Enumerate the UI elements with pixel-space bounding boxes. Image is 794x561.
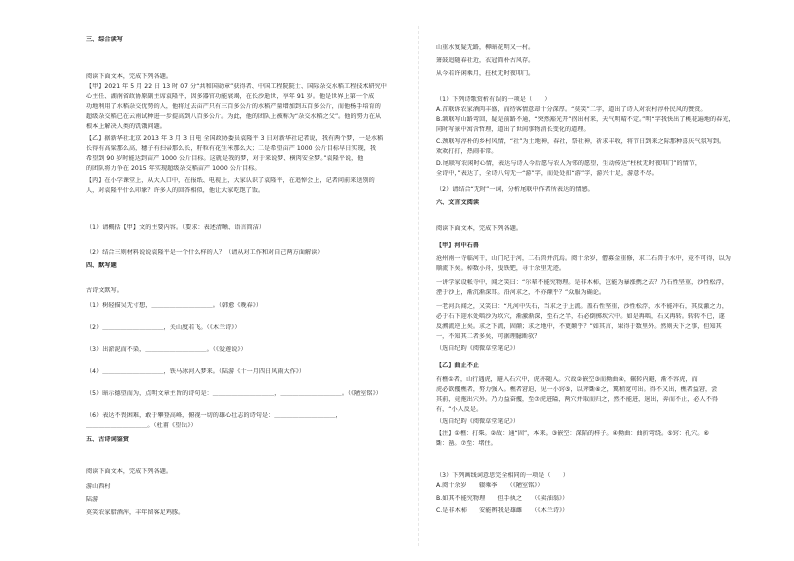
right-line-27: 其前，竟拖出穴外。乃力益奋攫，至⑦虎进隘，两穴并取而归之，然不能进，退出，奔而不止，必人不得 — [436, 396, 718, 403]
left-line-16: 古诗文默写。 — [86, 287, 123, 294]
right-line-15: 沧州南一寺临河干，山门圮于河，二石兽并沉焉。阅十余岁，僧募金重修，求二石兽于水中，竟不可得，以为 — [436, 255, 731, 262]
left-line-9: 希望到 90 岁时能达到亩产 1000 公斤目标。这就是我的梦，对于来说梦、横肉安全梦。”袁隆平说，他 — [86, 155, 364, 162]
left-line-1: 阅读下面文本，完成下列各题。 — [86, 73, 173, 80]
right-line-7: C.颈联写淳朴的乡村风情，“社”为土地神，春社，祭社神，祈求丰收，将节日到来之际那种喜庆气氛写到。 — [436, 138, 726, 145]
right-line-35: C.是非木柿 安能辨我是雄雌 （《木兰诗》） — [436, 507, 569, 514]
left-line-20: （4）＿＿＿＿＿＿＿＿＿＿，铁马冰河入梦来。（陆游《十一月四日风雨大作》） — [86, 368, 306, 375]
right-line-19: 一老河兵闻之，又笑曰：“凡河中失石，当求之于上流。盖石性坚重，沙性松浮，水不能冲石，其反激之力， — [436, 303, 728, 310]
right-line-8: 欢欢打打，热闹非常。 — [436, 148, 498, 155]
left-line-28: 莫笑农家腊酒浑，丰年留客足鸡豚。 — [86, 509, 185, 516]
left-line-26: 游山西村 — [86, 483, 111, 490]
right-line-21: 反溯流逆上矣。求之下流，固颠；求之地中，不更颠乎？”如其言，果得于数里外。然则天下之事，但知其 — [436, 323, 722, 330]
left-line-3: 心主任、湖南省政协原副主席袁隆平，因多器官功能衰竭，在长沙逝世，享年 91 岁。他是世界上第一个成 — [86, 93, 375, 100]
right-line-17: 一讲学家设帐寺中，闻之笑曰：“尔辈不能究物理。是非木柿，岂能为暴涨携之去？乃石性坚重，沙性松浮， — [436, 279, 728, 286]
right-line-6: 同时写景中寓含哲理，道出了世间事物消长变化的道理。 — [436, 126, 590, 133]
left-line-17: （1）树轻描吴无寸想，＿＿＿＿＿＿＿＿＿＿。（韩愈《晚春》） — [86, 302, 262, 309]
column-divider — [418, 26, 419, 546]
right-line-31: 斲：凿。⑦至：堵住。 — [436, 440, 497, 447]
right-line-33: A.阅十余岁 辍乘季 （《陋室铭》） — [436, 482, 544, 489]
left-line-27: 陆游 — [86, 496, 99, 503]
right-line-34: B.如其不能究物理 但手执之 （《卖油翁》） — [436, 495, 569, 502]
left-line-13: （1）请概括【甲】文的主要内容。（要求：表述清晰、语言简洁） — [86, 224, 266, 231]
left-line-15: 四、默写题 — [86, 262, 117, 269]
right-line-14: 【甲】河中石兽 — [436, 242, 480, 249]
right-line-30: 【注】①樵：打柴。②故：通“固”，本来。③嵌空：深陷的样子。④拗曲：曲折弯绕。⑤窍：孔穴。⑥ — [436, 430, 709, 437]
left-line-2: 【甲】2021 年 5 月 22 日 13 时 07 分“共和国勋章”获得者、中国工程院院士、国际杂交水稻工程技术研究中 — [86, 83, 387, 90]
left-line-22: （6）表达不畏困难，敢于攀登高峰，俯视一切的雄心壮志的诗句是：＿＿＿＿＿＿＿＿＿＿， — [86, 412, 342, 419]
left-line-0: 三、综合读写 — [86, 36, 123, 43]
left-line-4: 功地利用了水稻杂交优势的人，他将过去亩产只有三百多公斤的水稻产量增加到五百多公斤，而他杨手培育的 — [86, 103, 381, 110]
right-line-26: 虎必欲攫樵者，努力强入。樵者窘迫，见一小窍⑤，以斧斲⑥之，冀稍宽可出。得不又出，樵者益窘，尝 — [436, 386, 718, 393]
right-line-12: 六、文言文阅读 — [436, 199, 480, 206]
right-line-18: 湮于沙上，渐沉渐深耳。沿河求之，不亦颠乎？”众服为确论。 — [436, 289, 606, 296]
left-line-11: 【丙】在小学课堂上，从大人口中，在报纸、电视上，大家认识了袁隆平，在追悼会上，记者问前来送别的 — [86, 177, 375, 184]
right-line-4: A.首联诉农家酒肉丰盛，而待客情意却十分深厚。“莫笑”二字，道出了诗人对农村淳朴民风的赞赏。 — [436, 106, 707, 113]
right-line-23: （选自纪昀《阅微草堂笔记》） — [436, 345, 519, 352]
right-line-2: 从今若许闲乘月，拄杖无时夜叩门。 — [436, 70, 535, 77]
left-line-7: 【乙】据新华社北京 2013 年 3 月 3 日电 全国政协委员袁隆平 3 日对新华社记者说，我有两个梦，一是水稻 — [86, 135, 384, 142]
left-line-24: 五、古诗词鉴赏 — [86, 436, 130, 443]
right-line-10: 全诗中，”表达了，全诗八句无一“游”字，而处处扣“游”字，游兴十足，游意不尽。 — [436, 170, 658, 177]
left-line-6: 根本上解决人类的饥饿问题。 — [86, 123, 166, 130]
left-line-19: （3）出淤泥而不染，＿＿＿＿＿＿＿＿＿＿。（《爱莲说》） — [86, 346, 247, 353]
right-line-28: 有，“小人反是。 — [436, 406, 483, 413]
right-line-9: D.尾联写农闲时心情，表达与诗人今后愿与农人为邻的愿望，生动传达“柱杖无时夜叩门”的情节， — [436, 160, 702, 167]
right-line-5: B.颔联写山路弯回，疑是前路不通，“突然豁光开”拐出村来，天气明晴不定。”明“字我快出了桃花遍地的春光， — [436, 116, 735, 123]
left-line-5: 超级杂交稻已在云南试种进一步提高到八百多公斤。为此，他的团队上被称为“杂交水稻之父”。他的努力在从 — [86, 113, 382, 120]
left-line-10: 的团队将力争在 2015 年实现超级杂交稻亩产 1000 公斤目标。 — [86, 165, 261, 172]
left-line-18: （2）＿＿＿＿＿＿＿＿＿＿，关山度若飞。（《木兰诗》） — [86, 324, 241, 331]
left-line-12: 人，对袁隆平什么印象？许多人的回答相似，他让大家吃饱了饭。 — [86, 187, 265, 194]
right-line-13: 阅读下面文本，完成下列各题。 — [436, 225, 523, 232]
right-line-29: （选自纪昀《阅微草堂笔记》） — [436, 418, 519, 425]
left-line-25: 阅读下面文本，完成下列各题。 — [86, 468, 173, 475]
right-line-25: 有樵①者，山行遇虎，避入石穴中，虎亦随入。穴故②嵌空③而拗曲④，辗转内避，渐不容虎，而 — [436, 376, 698, 383]
right-line-1: 箫鼓追随春社近，衣冠简朴古风存。 — [436, 57, 535, 64]
right-line-3: （1）下列诗歌赏析有误的一项是（ ） — [436, 96, 551, 103]
right-line-11: （2）请结合“无时”一词，分析尾联中作者所表达的情感。 — [436, 186, 594, 193]
right-line-20: 必于石下迎水处啮沙为坎穴，渐激渐深，至石之半，石必倒掷坎穴中。如是再啮，石又再转。转转不已，遂 — [436, 313, 725, 320]
left-line-21: （5）暗示德望而为，点明文章主旨的诗句是：＿＿＿＿＿＿＿＿＿＿，＿＿＿＿＿＿＿＿＿＿。（《陋室铭》） — [86, 390, 382, 397]
right-line-16: 顺流下矣。棹数小舟，曳铁钯，寻十余里无迹。 — [436, 265, 566, 272]
left-line-8: 长得有高粱那么高，穗子有扫帚那么长，籽粒有花生米那么大；二是希望亩产 1000 公斤目标早日实现，我 — [86, 145, 377, 152]
right-line-22: 一，不知其二者多矣，可据理臆断欤？ — [436, 333, 541, 340]
left-line-23: ＿＿＿＿＿＿＿＿＿＿。（杜甫《望岳》） — [86, 422, 197, 429]
left-line-14: （2）结合三则材料说说袁隆平是一个什么样的人？（请从对工作和对自己两方面解读） — [86, 249, 324, 256]
right-line-24: 【乙】曲止不止 — [436, 362, 480, 369]
right-line-0: 山重水复疑无路，柳暗花明又一村。 — [436, 44, 535, 51]
right-line-32: （3）下列画线词意思完全相同的一项是（ ） — [436, 472, 569, 479]
